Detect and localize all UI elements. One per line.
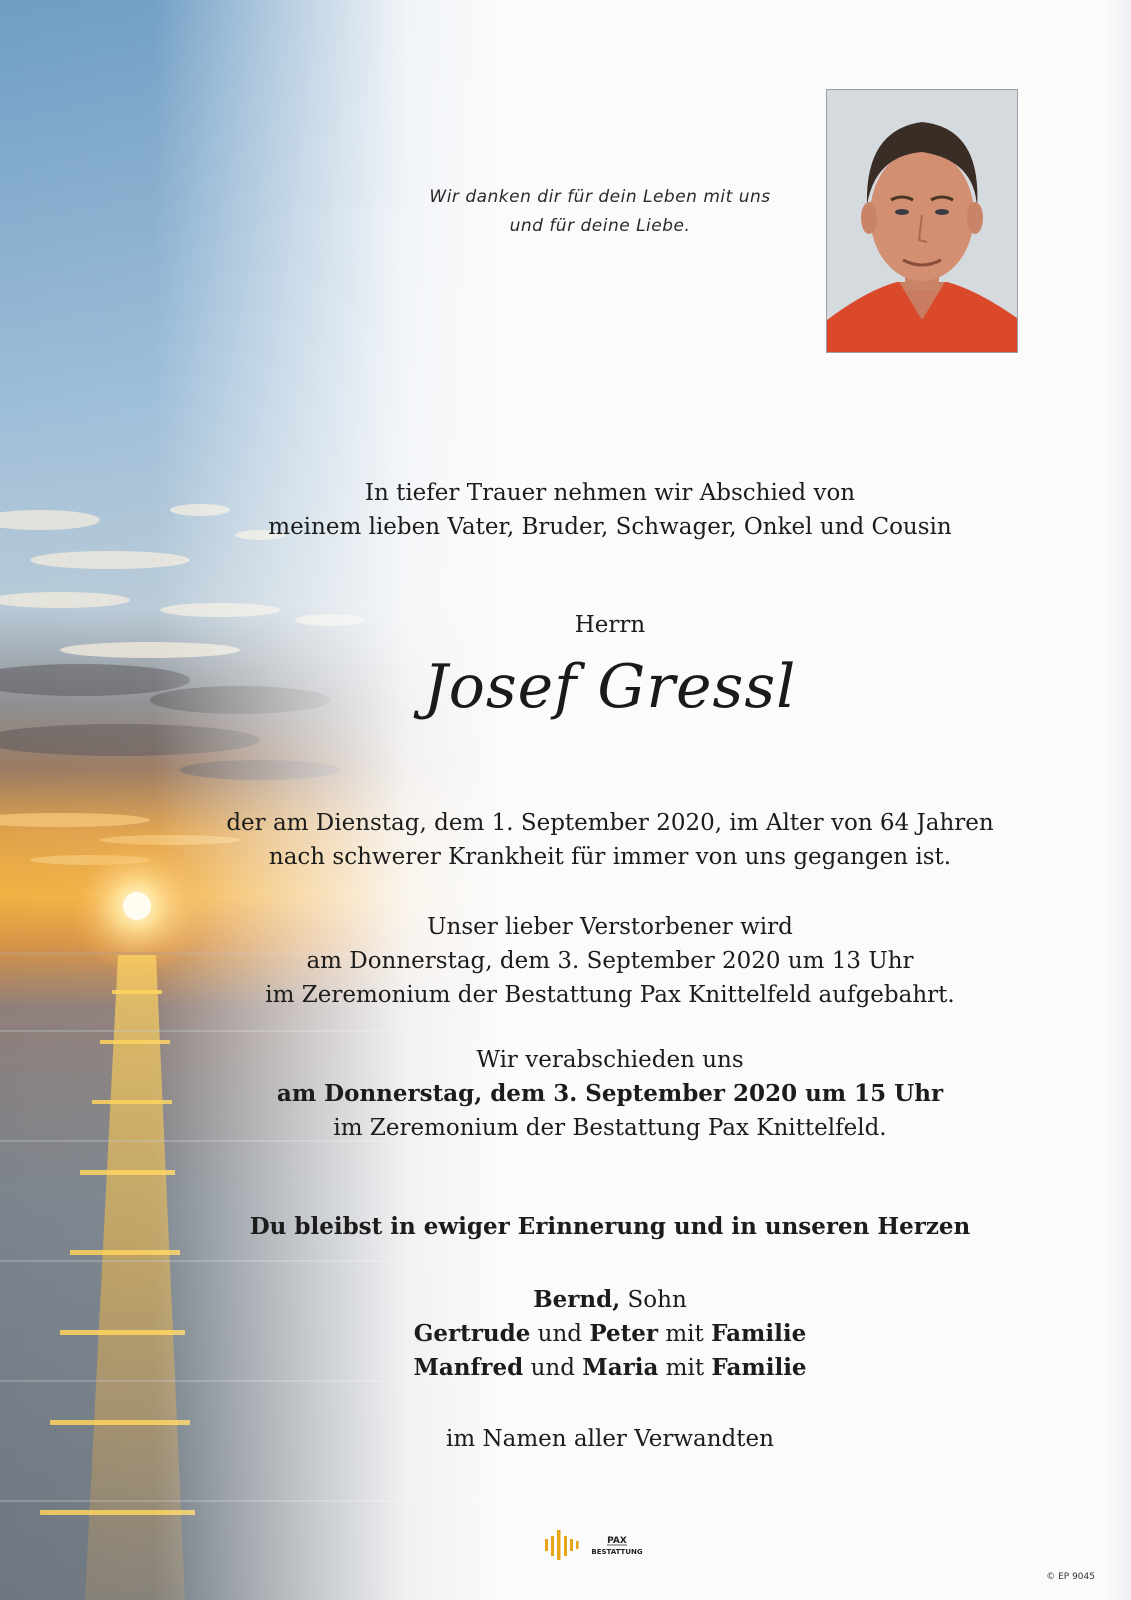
motto-line: Wir danken dir für dein Leben mit uns xyxy=(429,187,771,207)
mourner-name: Manfred xyxy=(413,1354,524,1381)
motto xyxy=(350,183,850,241)
mourner-name: Gertrude xyxy=(413,1320,531,1347)
print-code: © EP 9045 xyxy=(1046,1572,1095,1582)
mourner-row xyxy=(180,1351,1040,1385)
mourner-conjunction: mit xyxy=(665,1321,704,1347)
farewell-date: am Donnerstag, dem 3. September 2020 um 15 Uhr xyxy=(276,1080,944,1107)
mourner-conjunction: und xyxy=(530,1355,575,1381)
salutation: Herrn xyxy=(574,612,646,638)
mourner-conjunction: mit xyxy=(665,1355,705,1381)
mourner-name: Peter xyxy=(589,1320,659,1347)
page-edge-shadow xyxy=(1107,0,1131,1600)
relatives-line: im Namen aller Verwandten xyxy=(446,1426,774,1452)
intro-line: meinem lieben Vater, Bruder, Schwager, Onkel und Cousin xyxy=(268,514,952,540)
mourner-name: Bernd, xyxy=(533,1286,621,1313)
logo-text-pax: PAX xyxy=(607,1536,627,1546)
mourner-row xyxy=(180,1317,1040,1351)
mourner-family: Familie xyxy=(711,1354,807,1381)
viewing-info xyxy=(180,910,1040,1012)
death-announcement xyxy=(180,806,1040,874)
motto-line: und für deine Liebe. xyxy=(509,216,691,236)
closing-line: Du bleibst in ewiger Erinnerung und in unseren Herzen xyxy=(249,1213,971,1240)
pax-bestattung-logo xyxy=(543,1527,653,1561)
mourner-family: Familie xyxy=(711,1320,807,1347)
farewell-info xyxy=(180,1043,1040,1145)
intro-text xyxy=(180,476,1040,544)
pax-flame-icon xyxy=(545,1530,579,1560)
portrait-illustration xyxy=(827,90,1017,352)
farewell-line: im Zeremonium der Bestattung Pax Knittelfeld. xyxy=(333,1115,887,1141)
viewing-line: am Donnerstag, dem 3. September 2020 um 13 Uhr xyxy=(306,948,914,974)
mourners-list xyxy=(180,1283,1040,1385)
logo-text-bestattung: BESTATTUNG xyxy=(591,1548,643,1556)
viewing-line: im Zeremonium der Bestattung Pax Knittelfeld aufgebahrt. xyxy=(265,982,955,1008)
mourner-conjunction: und xyxy=(537,1321,583,1347)
mourner-name: Maria xyxy=(582,1354,659,1381)
portrait-photo xyxy=(826,89,1018,353)
viewing-line: Unser lieber Verstorbener wird xyxy=(427,914,793,940)
death-line: der am Dienstag, dem 1. September 2020, im Alter von 64 Jahren xyxy=(226,810,994,836)
deceased-name: Josef Gressl xyxy=(423,652,797,722)
death-line: nach schwerer Krankheit für immer von uns gegangen ist. xyxy=(268,844,952,870)
intro-line: In tiefer Trauer nehmen wir Abschied von xyxy=(364,480,856,506)
farewell-line: Wir verabschieden uns xyxy=(476,1047,744,1073)
mourner-relation: Sohn xyxy=(627,1287,687,1313)
mourner-row xyxy=(180,1283,1040,1317)
